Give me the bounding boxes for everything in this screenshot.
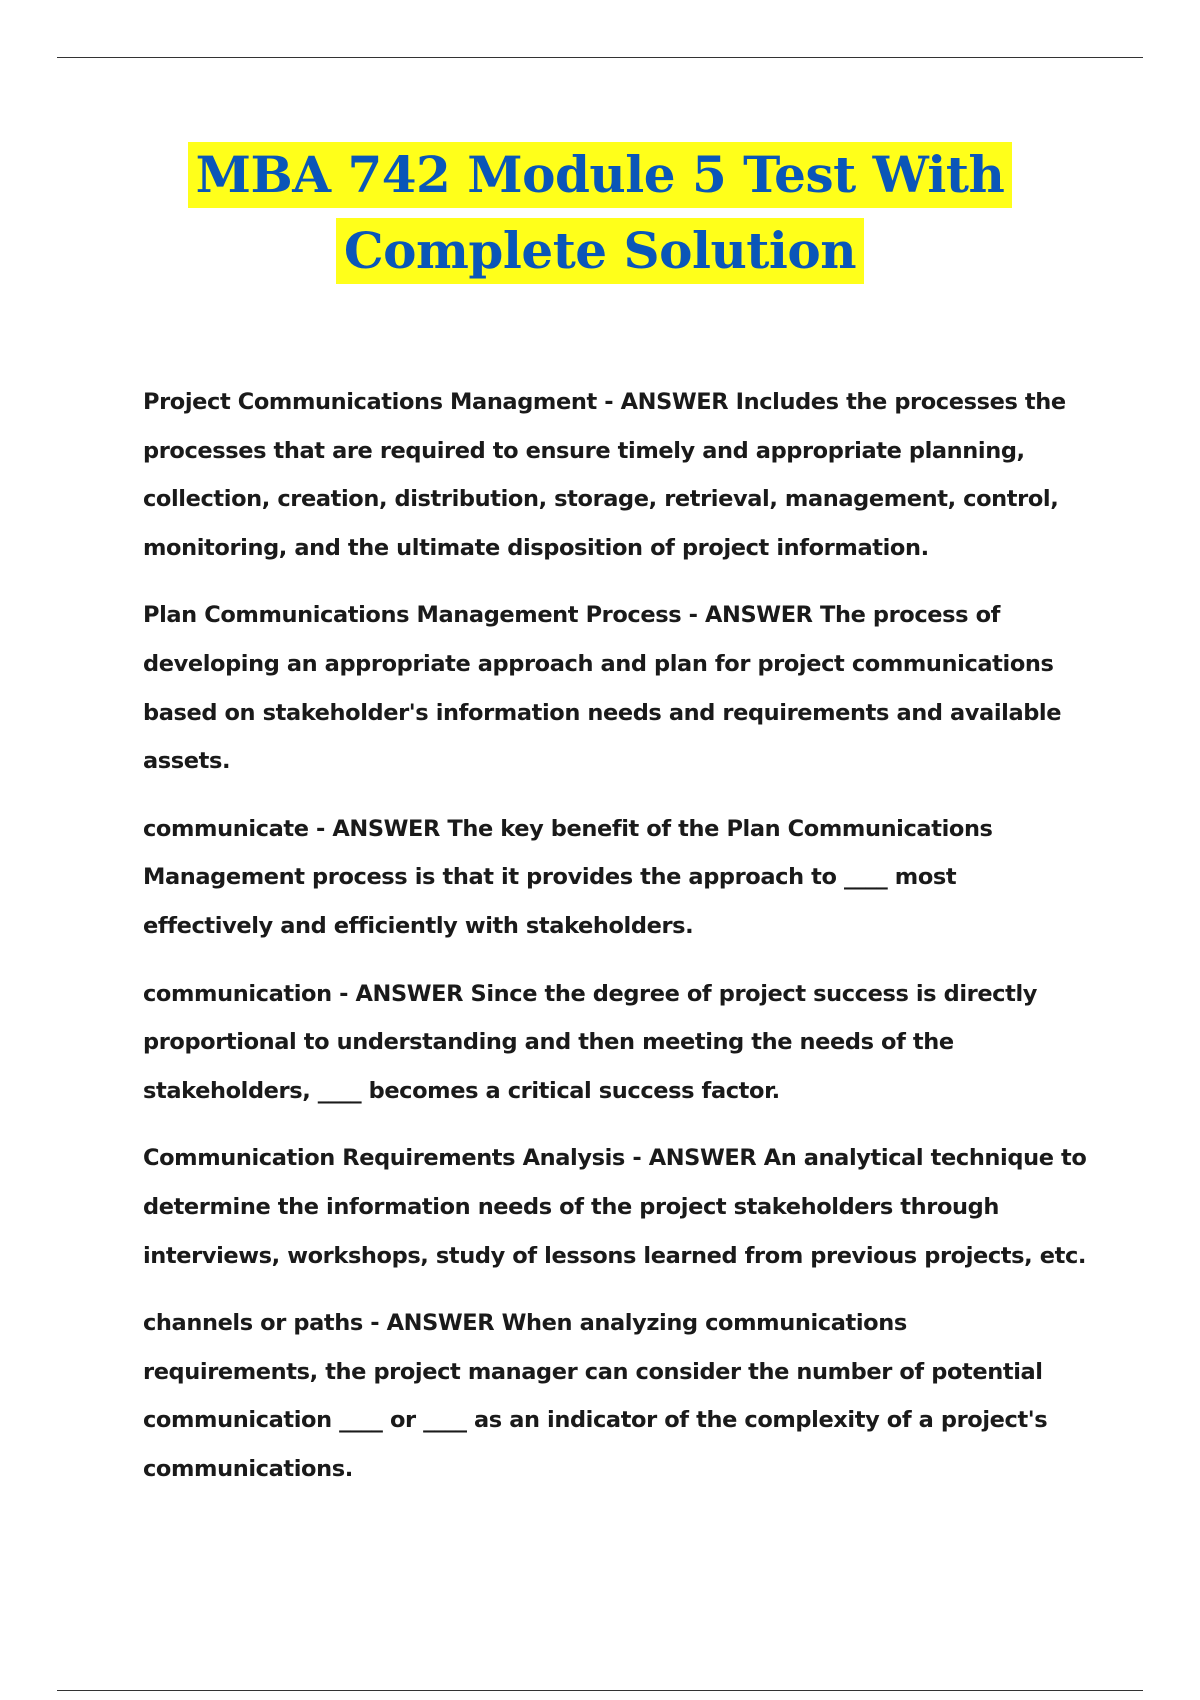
qa-answer: When analyzing communications requirements, the project manager can consider the number of potential communication ____ or ____ as an indicator of the complexity of a project's communications.: [143, 1310, 1048, 1482]
document-title: [0, 142, 1200, 284]
bottom-rule: [57, 1690, 1143, 1691]
answer-marker: ANSWER: [386, 1310, 495, 1337]
title-line-1-text: MBA 742 Module 5 Test With: [188, 142, 1013, 208]
qa-answer: An analytical technique to determine the information needs of the project stakeholders through interviews, workshops, study of lessons learned from previous projects, etc.: [143, 1145, 1087, 1269]
answer-marker: ANSWER: [648, 1145, 757, 1172]
qa-answer: The key benefit of the Plan Communications Management process is that it provides the approach to ____ most effectively and efficiently with stakeholders.: [143, 815, 993, 939]
qa-answer: The process of developing an appropriate approach and plan for project communications based on stakeholder's information needs and requirements and available assets.: [143, 602, 1062, 775]
qa-entry: channels or paths - ANSWER When analyzing communications requirements, the project manager can consider the number of potential communication ____ or ____ as an indicator of the complexity of a project's communications.: [143, 1310, 1048, 1482]
qa-answer: Includes the processes the processes that are required to ensure timely and appropriate planning, collection, creation, distribution, storage, retrieval, management, control, monitoring, and the ultimate disposition of project information.: [143, 389, 1066, 561]
answer-marker: ANSWER: [355, 980, 464, 1007]
qa-entry: Project Communications Managment - ANSWER Includes the processes the processes that are required to ensure timely and appropriate planning, collection, creation, distribution, storage, retrieval, management, control, monitoring, and the ultimate disposition of project information.: [143, 389, 1066, 561]
qa-entry: Plan Communications Management Process - ANSWER The process of developing an appropriate approach and plan for project communications based on stakeholder's information needs and requirements and available assets.: [143, 602, 1062, 775]
qa-term: communicate: [143, 815, 309, 842]
qa-term: communication: [143, 980, 332, 1007]
qa-answer: Since the degree of project success is directly proportional to understanding and then meeting the needs of the stakeholders, ____ becomes a critical success factor.: [143, 980, 1038, 1104]
qa-entry: communicate - ANSWER The key benefit of the Plan Communications Management process is that it provides the approach to ____ most effectively and efficiently with stakeholders.: [143, 815, 993, 939]
answer-marker: ANSWER: [705, 602, 813, 629]
answer-marker: ANSWER: [332, 815, 440, 842]
title-line-1: [0, 142, 1200, 208]
top-rule: [57, 57, 1143, 58]
title-line-2-text: Complete Solution: [336, 218, 864, 284]
qa-entry: Communication Requirements Analysis - ANSWER An analytical technique to determine the information needs of the project stakeholders through interviews, workshops, study of lessons learned from previous projects, etc.: [143, 1145, 1087, 1269]
qa-list: [143, 378, 1087, 1512]
qa-term: channels or paths: [143, 1310, 363, 1337]
qa-term: Project Communications Managment: [143, 389, 597, 415]
qa-term: Plan Communications Management Process: [143, 602, 682, 629]
answer-marker: ANSWER: [620, 389, 729, 415]
qa-term: Communication Requirements Analysis: [143, 1145, 625, 1172]
qa-entry: communication - ANSWER Since the degree of project success is directly proportional to understanding and then meeting the needs of the stakeholders, ____ becomes a critical success factor.: [143, 980, 1038, 1104]
title-line-2: [0, 218, 1200, 284]
